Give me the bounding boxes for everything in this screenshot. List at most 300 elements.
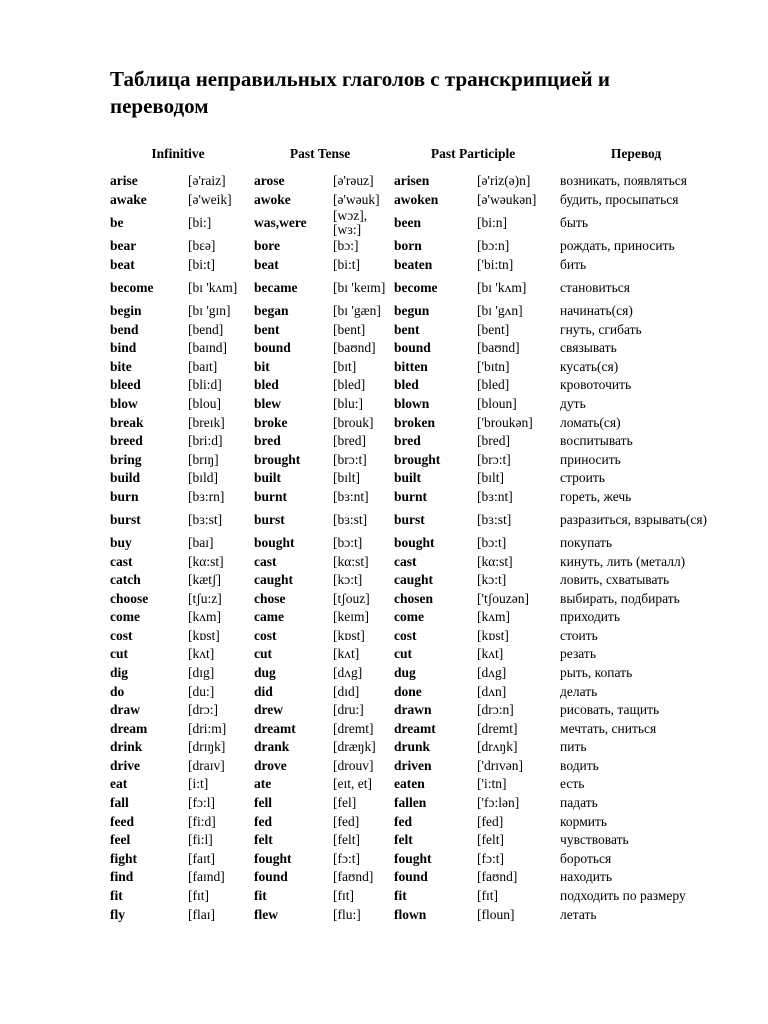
- table-row: [106, 719, 716, 738]
- cell-past-tense: felt: [254, 832, 273, 848]
- table-row: [106, 850, 716, 869]
- cell-past-tense-transcription: [dru:]: [333, 702, 364, 718]
- cell-past-tense-transcription: [drouv]: [333, 757, 374, 773]
- table-row: [106, 274, 716, 302]
- cell-infinitive: burst: [110, 511, 141, 527]
- cell-past-participle: drawn: [394, 702, 432, 718]
- cell-translation: возникать, появляться: [560, 173, 687, 189]
- cell-past-tense: ate: [254, 776, 272, 792]
- cell-infinitive: bear: [110, 238, 137, 254]
- cell-infinitive-transcription: [baɪnd]: [188, 340, 227, 356]
- cell-infinitive-transcription: [kætʃ]: [188, 572, 221, 588]
- cell-past-participle: cut: [394, 646, 413, 662]
- cell-past-tense-transcription: [eɪt, et]: [333, 776, 372, 792]
- cell-infinitive: beat: [110, 257, 135, 273]
- cell-past-tense-transcription: [tʃouz]: [333, 590, 370, 606]
- cell-infinitive: arise: [110, 173, 138, 189]
- cell-translation: кормить: [560, 813, 608, 829]
- cell-translation: есть: [560, 776, 585, 792]
- cell-past-tense-transcription: [felt]: [333, 832, 360, 848]
- cell-past-participle-transcription: [fed]: [477, 813, 504, 829]
- cell-translation: ловить, схватывать: [560, 572, 670, 588]
- cell-past-tense-transcription: [kɔ:t]: [333, 572, 363, 588]
- cell-infinitive-transcription: [i:t]: [188, 776, 209, 792]
- cell-past-tense: was,were: [254, 215, 307, 231]
- cell-infinitive: eat: [110, 776, 128, 792]
- cell-past-tense-transcription: [keɪm]: [333, 609, 370, 625]
- cell-past-participle-transcription: [dʌg]: [477, 665, 507, 680]
- cell-infinitive-transcription: [bɪ 'gɪn]: [188, 303, 231, 319]
- header-past-tense: Past Tense: [289, 146, 351, 161]
- cell-past-tense: burst: [254, 511, 285, 527]
- cell-past-participle-transcription: [felt]: [477, 832, 505, 848]
- cell-infinitive-transcription: [brɪŋ]: [188, 451, 219, 467]
- cell-infinitive: bring: [110, 451, 142, 467]
- cell-translation: становиться: [560, 280, 630, 296]
- cell-past-participle-transcription: [bled]: [477, 377, 510, 393]
- table-row: [106, 488, 716, 507]
- cell-past-participle-transcription: [drɔ:n]: [477, 702, 514, 718]
- table-row: [106, 172, 716, 191]
- cell-past-participle: bred: [394, 433, 421, 449]
- cell-past-tense: drew: [254, 702, 284, 718]
- cell-infinitive-transcription: [kɒst]: [188, 627, 220, 643]
- table-row: [106, 302, 716, 321]
- table-row: [106, 450, 716, 469]
- cell-past-participle-transcription: [dʌn]: [477, 683, 507, 699]
- table-row: [106, 395, 716, 414]
- cell-past-tense-transcription: [bɜ:st]: [333, 511, 368, 527]
- cell-translation: кусать(ся): [560, 358, 619, 374]
- cell-translation: рыть, копать: [560, 665, 633, 680]
- cell-infinitive-transcription: [bɪld]: [188, 470, 218, 486]
- cell-past-tense-transcription: [brɔ:t]: [333, 451, 367, 467]
- cell-infinitive: drink: [110, 739, 143, 755]
- cell-past-participle: born: [394, 238, 422, 254]
- cell-past-tense-transcription: [bɪ 'keɪm]: [333, 280, 386, 296]
- cell-translation: ломать(ся): [560, 414, 621, 430]
- cell-past-participle: brought: [394, 451, 441, 467]
- cell-infinitive-transcription: [drɔ:]: [188, 702, 218, 718]
- table-row: [106, 320, 716, 339]
- table-row: [106, 664, 716, 683]
- cell-past-participle: driven: [394, 757, 432, 773]
- table-row: [106, 237, 716, 256]
- cell-translation: стоить: [560, 627, 598, 643]
- cell-past-tense-transcription: [dɪd]: [333, 683, 360, 699]
- cell-infinitive: breed: [110, 433, 143, 449]
- cell-infinitive-transcription: [ə'weik]: [188, 191, 232, 207]
- cell-past-participle-transcription: [bɔ:n]: [477, 238, 510, 254]
- table-row: [106, 469, 716, 488]
- cell-translation: кровоточить: [560, 377, 632, 393]
- cell-translation: гореть, жечь: [560, 488, 632, 504]
- cell-past-participle-transcription: [kɔ:t]: [477, 572, 507, 588]
- cell-past-tense: awoke: [254, 191, 291, 207]
- cell-infinitive: cast: [110, 553, 133, 569]
- cell-past-participle-transcription: [bɪlt]: [477, 470, 505, 486]
- cell-past-participle: cast: [394, 553, 417, 569]
- cell-infinitive: catch: [110, 572, 141, 588]
- table-row: [106, 571, 716, 590]
- cell-infinitive: dig: [110, 665, 129, 680]
- cell-infinitive-transcription: [bend]: [188, 321, 224, 337]
- cell-infinitive: dream: [110, 720, 148, 736]
- table-row: [106, 757, 716, 776]
- cell-past-participle-transcription: [ə'wəukən]: [477, 191, 537, 207]
- cell-infinitive: choose: [110, 590, 149, 606]
- cell-past-participle-transcription: [dremt]: [477, 720, 518, 736]
- cell-translation: дуть: [560, 395, 586, 411]
- table-row: [106, 358, 716, 377]
- cell-translation: резать: [560, 646, 596, 662]
- cell-infinitive-transcription: [bli:d]: [188, 377, 222, 393]
- cell-past-tense-transcription: [fɔ:t]: [333, 850, 360, 866]
- cell-infinitive-transcription: [drɪŋk]: [188, 739, 226, 755]
- cell-past-tense-transcription: [dʌg]: [333, 665, 363, 680]
- cell-past-tense: bound: [254, 340, 291, 356]
- cell-translation: гнуть, сгибать: [560, 321, 642, 337]
- cell-past-participle-transcription: [bred]: [477, 433, 511, 449]
- cell-past-tense: fought: [254, 850, 292, 866]
- cell-past-participle: burst: [394, 511, 425, 527]
- cell-infinitive-transcription: [bri:d]: [188, 433, 223, 449]
- cell-infinitive-transcription: [dɪg]: [188, 665, 215, 680]
- cell-past-participle-transcription: [bi:n]: [477, 215, 508, 231]
- cell-past-tense: chose: [254, 590, 286, 606]
- cell-past-participle-transcription: [faʊnd]: [477, 869, 518, 885]
- page-title: Таблица неправильных глаголов с транскрипцией и переводом: [110, 67, 610, 118]
- cell-infinitive: bite: [110, 358, 132, 374]
- cell-past-participle-transcription: [brɔ:t]: [477, 451, 511, 467]
- cell-past-participle: fought: [394, 850, 432, 866]
- cell-past-tense-transcription: [dremt]: [333, 720, 374, 736]
- cell-infinitive: find: [110, 869, 134, 885]
- cell-past-tense: burnt: [254, 488, 288, 504]
- cell-past-tense: bought: [254, 534, 295, 550]
- cell-translation: кинуть, лить (металл): [560, 553, 686, 569]
- table-row: [106, 812, 716, 831]
- table-header: [106, 136, 716, 172]
- cell-infinitive-transcription: [bɛə]: [188, 238, 216, 254]
- irregular-verbs-table: [106, 136, 716, 924]
- cell-past-tense-transcription: [bled]: [333, 377, 366, 393]
- cell-translation: воспитывать: [560, 433, 633, 449]
- cell-infinitive-transcription: [bɜ:rn]: [188, 488, 225, 504]
- cell-past-participle-transcription: [fɪt]: [477, 887, 499, 903]
- cell-past-tense: came: [254, 609, 284, 625]
- cell-past-participle: arisen: [394, 173, 430, 189]
- cell-past-participle: dreamt: [394, 720, 436, 736]
- cell-past-tense-transcription: [ə'rəuz]: [333, 173, 374, 189]
- cell-translation: находить: [560, 869, 613, 885]
- cell-infinitive-transcription: [kα:st]: [188, 553, 224, 569]
- cell-past-tense-transcription: [kα:st]: [333, 553, 369, 569]
- cell-past-participle: fed: [394, 813, 413, 829]
- cell-past-tense-transcription: [dræŋk]: [333, 739, 376, 755]
- cell-past-participle-transcription: [fɔ:t]: [477, 850, 505, 866]
- table-row: [106, 608, 716, 627]
- cell-infinitive-transcription: [bɜ:st]: [188, 511, 223, 527]
- cell-past-participle-transcription: [bloun]: [477, 395, 517, 411]
- cell-past-participle: come: [394, 609, 425, 625]
- cell-past-tense: fed: [254, 813, 273, 829]
- cell-past-participle: blown: [394, 395, 430, 411]
- cell-past-tense: became: [254, 280, 298, 296]
- cell-infinitive: feel: [110, 832, 131, 848]
- header-translation: Перевод: [610, 146, 662, 161]
- cell-past-tense: bit: [254, 358, 270, 374]
- cell-past-participle: awoken: [394, 191, 439, 207]
- cell-past-tense-transcription: [faʊnd]: [333, 869, 374, 885]
- table-row: [106, 868, 716, 887]
- cell-infinitive: build: [110, 470, 141, 486]
- cell-past-participle: broken: [394, 414, 436, 430]
- cell-infinitive: awake: [110, 191, 147, 207]
- cell-translation: связывать: [560, 340, 617, 356]
- cell-past-participle: begun: [394, 303, 430, 319]
- cell-translation: рождать, приносить: [560, 238, 675, 254]
- cell-infinitive: fight: [110, 850, 137, 866]
- cell-translation: делать: [560, 683, 598, 699]
- cell-past-tense-transcription: [flu:]: [333, 906, 361, 922]
- table-row: [106, 209, 716, 237]
- cell-infinitive: come: [110, 609, 140, 625]
- cell-past-tense: bled: [254, 377, 279, 393]
- cell-infinitive: cost: [110, 627, 133, 643]
- cell-past-participle-transcription: [bɜ:nt]: [477, 488, 513, 504]
- cell-infinitive: draw: [110, 702, 140, 718]
- cell-infinitive: fit: [110, 887, 123, 903]
- cell-infinitive: drive: [110, 757, 140, 773]
- cell-past-tense: began: [254, 303, 289, 319]
- cell-past-tense: drove: [254, 757, 287, 773]
- cell-translation: строить: [560, 470, 605, 486]
- cell-past-tense: built: [254, 470, 282, 486]
- table-row: [106, 534, 716, 553]
- cell-past-participle-transcription: [ə'riz(ə)n]: [477, 173, 531, 189]
- cell-past-tense: found: [254, 869, 288, 885]
- cell-past-tense: cost: [254, 627, 277, 643]
- cell-infinitive: feed: [110, 813, 134, 829]
- cell-past-tense: blew: [254, 395, 282, 411]
- header-infinitive: Infinitive: [151, 146, 205, 161]
- cell-past-tense: cast: [254, 553, 277, 569]
- cell-past-participle: fallen: [394, 795, 427, 811]
- cell-past-participle: burnt: [394, 488, 428, 504]
- table-row: [106, 701, 716, 720]
- cell-past-tense-transcription: [bi:t]: [333, 257, 361, 273]
- cell-infinitive: bend: [110, 321, 139, 337]
- table-row: [106, 256, 716, 275]
- cell-infinitive-transcription: [draɪv]: [188, 757, 225, 773]
- table-body: [106, 172, 716, 924]
- cell-past-participle-transcription: ['bi:tn]: [477, 257, 514, 273]
- cell-infinitive-transcription: [kʌm]: [188, 609, 221, 625]
- cell-infinitive-transcription: [kʌt]: [188, 646, 215, 662]
- cell-past-participle: become: [394, 280, 438, 296]
- cell-past-tense: drank: [254, 739, 290, 755]
- cell-past-tense-transcription: [kʌt]: [333, 646, 360, 662]
- cell-translation: бить: [560, 257, 587, 273]
- cell-translation: подходить по размеру: [560, 887, 686, 903]
- cell-past-tense: arose: [254, 173, 285, 189]
- cell-past-participle-transcription: [bɪ 'kʌm]: [477, 280, 527, 296]
- cell-infinitive-transcription: [du:]: [188, 683, 215, 699]
- cell-past-tense: bore: [254, 238, 281, 254]
- cell-past-tense: brought: [254, 451, 301, 467]
- cell-infinitive: blow: [110, 395, 138, 411]
- cell-past-participle-transcription: [kα:st]: [477, 553, 513, 569]
- cell-past-participle: dug: [394, 665, 416, 680]
- cell-translation: бороться: [560, 850, 612, 866]
- cell-past-participle: bought: [394, 534, 435, 550]
- cell-past-tense-transcription: [blu:]: [333, 395, 364, 411]
- table-row: [106, 645, 716, 664]
- table-row: [106, 775, 716, 794]
- cell-infinitive-transcription: [fi:d]: [188, 813, 216, 829]
- cell-past-participle-transcription: [baʊnd]: [477, 340, 520, 356]
- cell-infinitive: fall: [110, 795, 129, 811]
- cell-translation: разразиться, взрывать(ся): [560, 511, 708, 527]
- cell-infinitive-transcription: [ə'raiz]: [188, 173, 226, 189]
- cell-past-tense: dug: [254, 665, 276, 680]
- cell-translation: выбирать, подбирать: [560, 590, 680, 606]
- table-row: [106, 682, 716, 701]
- cell-past-participle-transcription: [kɒst]: [477, 627, 509, 643]
- cell-infinitive-transcription: [fɔ:l]: [188, 795, 215, 811]
- cell-past-tense-transcription: [bred]: [333, 433, 366, 449]
- cell-infinitive: fly: [110, 906, 125, 922]
- cell-past-tense-transcription: [bɔ:t]: [333, 534, 363, 550]
- table-row: [106, 887, 716, 906]
- cell-past-participle: chosen: [394, 590, 434, 606]
- cell-translation: пить: [560, 739, 587, 755]
- cell-past-tense-transcription: [bɪ 'gæn]: [333, 303, 381, 319]
- cell-past-participle-transcription: ['bɪtn]: [477, 358, 510, 374]
- cell-infinitive-transcription: [dri:m]: [188, 720, 227, 736]
- cell-infinitive-transcription: [bɪ 'kʌm]: [188, 280, 238, 296]
- table-row: [106, 376, 716, 395]
- cell-translation: быть: [560, 215, 589, 231]
- cell-past-tense-transcription: [baʊnd]: [333, 340, 376, 356]
- cell-infinitive-transcription: [tʃu:z]: [188, 590, 222, 606]
- cell-translation: водить: [560, 757, 599, 773]
- cell-past-participle-transcription: ['i:tn]: [477, 776, 507, 792]
- cell-translation: будить, просыпаться: [560, 191, 679, 207]
- cell-past-tense-transcription: [bɔ:]: [333, 238, 359, 254]
- cell-infinitive: break: [110, 414, 144, 430]
- cell-past-participle-transcription: ['tʃouzən]: [477, 590, 529, 606]
- cell-past-tense: broke: [254, 414, 288, 430]
- cell-past-tense-transcription: [bent]: [333, 321, 366, 337]
- cell-past-participle: been: [394, 215, 422, 231]
- cell-infinitive-transcription: [flaɪ]: [188, 906, 215, 922]
- cell-past-participle-transcription: [kʌt]: [477, 646, 504, 662]
- cell-past-tense-transcription: [fel]: [333, 795, 357, 811]
- table-row: [106, 506, 716, 534]
- cell-past-tense-transcription: [kɒst]: [333, 627, 365, 643]
- cell-translation: летать: [560, 906, 597, 922]
- cell-infinitive: be: [110, 215, 124, 231]
- table-row: [106, 794, 716, 813]
- cell-past-participle-transcription: [kʌm]: [477, 609, 511, 625]
- cell-past-participle: built: [394, 470, 422, 486]
- cell-past-tense: beat: [254, 257, 279, 273]
- cell-past-tense: dreamt: [254, 720, 296, 736]
- cell-infinitive-transcription: [breɪk]: [188, 414, 225, 430]
- table-row: [106, 191, 716, 210]
- cell-infinitive-transcription: [bi:t]: [188, 257, 215, 273]
- cell-past-tense-transcription: [ə'wəuk]: [333, 191, 380, 207]
- cell-past-participle-transcription: [bɪ 'gʌn]: [477, 303, 523, 319]
- cell-past-participle: beaten: [394, 257, 433, 273]
- table-row: [106, 905, 716, 924]
- table-row: [106, 831, 716, 850]
- cell-infinitive-transcription: [fɪt]: [188, 887, 209, 903]
- cell-translation: рисовать, тащить: [560, 702, 660, 718]
- cell-past-participle-transcription: [drʌŋk]: [477, 739, 518, 755]
- cell-past-participle: felt: [394, 832, 413, 848]
- cell-past-participle: bled: [394, 377, 419, 393]
- cell-past-tense: bred: [254, 433, 281, 449]
- cell-translation: падать: [560, 795, 598, 811]
- table-row: [106, 589, 716, 608]
- cell-past-participle: bound: [394, 340, 431, 356]
- cell-infinitive: bind: [110, 340, 137, 356]
- cell-past-tense: cut: [254, 646, 273, 662]
- cell-past-participle: bent: [394, 321, 420, 337]
- cell-infinitive-transcription: [bi:]: [188, 215, 212, 231]
- cell-past-participle: done: [394, 683, 422, 699]
- cell-past-tense-transcription: [bɪlt]: [333, 470, 361, 486]
- cell-infinitive-transcription: [fi:l]: [188, 832, 213, 848]
- table-row: [106, 339, 716, 358]
- cell-past-tense-transcription: [fɪt]: [333, 887, 355, 903]
- cell-past-participle-transcription: ['drɪvən]: [477, 757, 523, 773]
- table-row: [106, 627, 716, 646]
- cell-infinitive-transcription: [baɪt]: [188, 358, 218, 374]
- cell-translation: покупать: [560, 534, 613, 550]
- cell-infinitive: do: [110, 683, 125, 699]
- cell-past-tense: fell: [254, 795, 273, 811]
- cell-infinitive-transcription: [baɪ]: [188, 534, 214, 550]
- table-row: [106, 552, 716, 571]
- cell-past-participle-transcription: [floun]: [477, 906, 515, 922]
- cell-translation: чувствовать: [560, 832, 629, 848]
- cell-infinitive-transcription: [faɪt]: [188, 850, 215, 866]
- cell-past-participle-transcription: ['broukən]: [477, 414, 533, 430]
- cell-infinitive: burn: [110, 488, 139, 504]
- cell-past-participle-transcription: [bɔ:t]: [477, 534, 507, 550]
- cell-infinitive: cut: [110, 646, 128, 662]
- cell-infinitive: bleed: [110, 377, 141, 393]
- cell-past-participle: bitten: [394, 358, 428, 374]
- table-row: [106, 432, 716, 451]
- cell-infinitive-transcription: [blou]: [188, 395, 221, 411]
- cell-past-participle: caught: [394, 572, 434, 588]
- cell-past-tense: fit: [254, 887, 267, 903]
- cell-past-tense-transcription: [fed]: [333, 813, 360, 829]
- cell-infinitive: become: [110, 280, 154, 296]
- cell-infinitive-transcription: [faɪnd]: [188, 869, 225, 885]
- cell-past-participle: flown: [394, 906, 427, 922]
- table-row: [106, 413, 716, 432]
- cell-past-participle: drunk: [394, 739, 431, 755]
- cell-past-tense: caught: [254, 572, 294, 588]
- header-past-participle: Past Participle: [430, 146, 516, 161]
- cell-past-tense-transcription: [bɪt]: [333, 358, 357, 374]
